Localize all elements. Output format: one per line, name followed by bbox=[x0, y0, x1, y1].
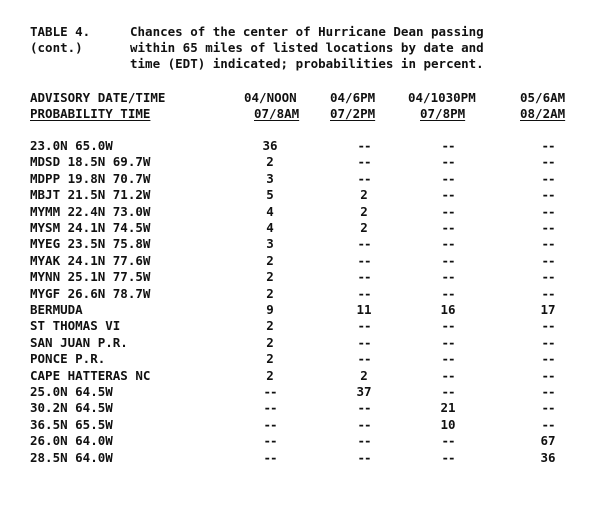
row-location: MYGF 26.6N 78.7W bbox=[30, 286, 151, 301]
row-value-col4: -- bbox=[541, 384, 555, 399]
header-col2-advisory: 04/6PM bbox=[330, 90, 376, 105]
row-value-col2: -- bbox=[357, 253, 371, 268]
table-label-cont: (cont.) bbox=[30, 40, 83, 55]
row-value-col2: -- bbox=[357, 318, 371, 333]
row-value-col3: 16 bbox=[440, 302, 456, 317]
row-value-col4: -- bbox=[541, 269, 555, 284]
row-value-col2: -- bbox=[357, 433, 371, 448]
row-value-col2: -- bbox=[357, 286, 371, 301]
row-value-col1: 2 bbox=[266, 269, 274, 284]
row-value-col3: -- bbox=[441, 204, 455, 219]
header-col2-probability: 07/2PM bbox=[330, 106, 376, 121]
row-value-col2: -- bbox=[357, 400, 371, 415]
row-value-col4: -- bbox=[541, 318, 555, 333]
row-location: MYMM 22.4N 73.0W bbox=[30, 204, 151, 219]
row-value-col3: -- bbox=[441, 138, 455, 153]
row-value-col4: -- bbox=[541, 138, 555, 153]
row-value-col4: 36 bbox=[540, 450, 556, 465]
row-location: MDSD 18.5N 69.7W bbox=[30, 154, 151, 169]
row-value-col2: -- bbox=[357, 236, 371, 251]
table-caption-line-2: within 65 miles of listed locations by date and bbox=[130, 40, 484, 55]
row-value-col4: -- bbox=[541, 286, 555, 301]
row-location: 30.2N 64.5W bbox=[30, 400, 113, 415]
row-value-col1: 4 bbox=[266, 220, 274, 235]
header-probability-label: PROBABILITY TIME bbox=[30, 106, 151, 121]
row-value-col4: -- bbox=[541, 400, 555, 415]
row-value-col1: 2 bbox=[266, 351, 274, 366]
row-value-col4: -- bbox=[541, 417, 555, 432]
row-location: MYNN 25.1N 77.5W bbox=[30, 269, 151, 284]
row-value-col2: -- bbox=[357, 417, 371, 432]
row-value-col3: -- bbox=[441, 220, 455, 235]
header-col3-advisory: 04/1030PM bbox=[408, 90, 476, 105]
row-value-col4: -- bbox=[541, 154, 555, 169]
row-location: 25.0N 64.5W bbox=[30, 384, 113, 399]
row-value-col1: 3 bbox=[266, 171, 274, 186]
row-value-col4: -- bbox=[541, 187, 555, 202]
row-value-col3: -- bbox=[441, 335, 455, 350]
header-col1-advisory: 04/NOON bbox=[244, 90, 297, 105]
header-col3-probability: 07/8PM bbox=[420, 106, 466, 121]
row-value-col4: 67 bbox=[540, 433, 556, 448]
row-value-col2: -- bbox=[357, 154, 371, 169]
row-value-col1: 3 bbox=[266, 236, 274, 251]
row-location: MYAK 24.1N 77.6W bbox=[30, 253, 151, 268]
row-value-col4: -- bbox=[541, 204, 555, 219]
row-location: BERMUDA bbox=[30, 302, 83, 317]
header-col1-probability: 07/8AM bbox=[254, 106, 300, 121]
row-value-col1: 2 bbox=[266, 154, 274, 169]
row-value-col2: -- bbox=[357, 450, 371, 465]
row-value-col2: -- bbox=[357, 171, 371, 186]
row-location: SAN JUAN P.R. bbox=[30, 335, 128, 350]
row-value-col1: 2 bbox=[266, 286, 274, 301]
row-value-col2: 2 bbox=[360, 368, 368, 383]
row-value-col2: 2 bbox=[360, 187, 368, 202]
table-label: TABLE 4. bbox=[30, 24, 91, 39]
row-value-col1: -- bbox=[263, 384, 277, 399]
header-col4-advisory: 05/6AM bbox=[520, 90, 566, 105]
row-value-col3: 21 bbox=[440, 400, 456, 415]
row-location: 26.0N 64.0W bbox=[30, 433, 113, 448]
row-value-col4: -- bbox=[541, 236, 555, 251]
row-value-col2: -- bbox=[357, 351, 371, 366]
row-value-col3: -- bbox=[441, 286, 455, 301]
table-caption-line-1: Chances of the center of Hurricane Dean passing bbox=[130, 24, 484, 39]
row-value-col4: -- bbox=[541, 368, 555, 383]
row-location: MBJT 21.5N 71.2W bbox=[30, 187, 151, 202]
row-value-col3: -- bbox=[441, 384, 455, 399]
row-value-col1: 2 bbox=[266, 335, 274, 350]
row-value-col1: 36 bbox=[262, 138, 278, 153]
row-value-col3: -- bbox=[441, 269, 455, 284]
row-value-col3: 10 bbox=[440, 417, 456, 432]
row-location: 23.0N 65.0W bbox=[30, 138, 113, 153]
row-value-col1: -- bbox=[263, 433, 277, 448]
row-value-col1: 2 bbox=[266, 368, 274, 383]
row-value-col3: -- bbox=[441, 318, 455, 333]
row-value-col3: -- bbox=[441, 433, 455, 448]
row-value-col4: -- bbox=[541, 171, 555, 186]
row-value-col1: 5 bbox=[266, 187, 274, 202]
row-value-col4: -- bbox=[541, 220, 555, 235]
row-location: CAPE HATTERAS NC bbox=[30, 368, 151, 383]
table-caption-line-3: time (EDT) indicated; probabilities in percent. bbox=[130, 56, 484, 71]
row-value-col4: -- bbox=[541, 335, 555, 350]
row-value-col2: 11 bbox=[356, 302, 372, 317]
row-value-col2: -- bbox=[357, 269, 371, 284]
row-value-col1: 2 bbox=[266, 318, 274, 333]
row-value-col3: -- bbox=[441, 187, 455, 202]
row-value-col2: 37 bbox=[356, 384, 372, 399]
row-value-col2: 2 bbox=[360, 204, 368, 219]
row-value-col3: -- bbox=[441, 450, 455, 465]
row-location: MYSM 24.1N 74.5W bbox=[30, 220, 151, 235]
row-value-col3: -- bbox=[441, 351, 455, 366]
row-value-col2: -- bbox=[357, 138, 371, 153]
row-value-col3: -- bbox=[441, 253, 455, 268]
row-location: ST THOMAS VI bbox=[30, 318, 121, 333]
row-location: MDPP 19.8N 70.7W bbox=[30, 171, 151, 186]
row-value-col2: -- bbox=[357, 335, 371, 350]
row-value-col4: 17 bbox=[540, 302, 556, 317]
row-value-col1: 2 bbox=[266, 253, 274, 268]
row-value-col1: -- bbox=[263, 450, 277, 465]
row-value-col1: -- bbox=[263, 400, 277, 415]
row-value-col4: -- bbox=[541, 253, 555, 268]
row-value-col1: 4 bbox=[266, 204, 274, 219]
row-location: PONCE P.R. bbox=[30, 351, 106, 366]
row-value-col1: -- bbox=[263, 417, 277, 432]
row-value-col4: -- bbox=[541, 351, 555, 366]
row-value-col3: -- bbox=[441, 236, 455, 251]
row-value-col3: -- bbox=[441, 171, 455, 186]
row-value-col1: 9 bbox=[266, 302, 274, 317]
row-value-col3: -- bbox=[441, 154, 455, 169]
row-value-col3: -- bbox=[441, 368, 455, 383]
header-advisory-label: ADVISORY DATE/TIME bbox=[30, 90, 166, 105]
header-col4-probability: 08/2AM bbox=[520, 106, 566, 121]
row-location: 36.5N 65.5W bbox=[30, 417, 113, 432]
row-location: 28.5N 64.0W bbox=[30, 450, 113, 465]
row-value-col2: 2 bbox=[360, 220, 368, 235]
row-location: MYEG 23.5N 75.8W bbox=[30, 236, 151, 251]
